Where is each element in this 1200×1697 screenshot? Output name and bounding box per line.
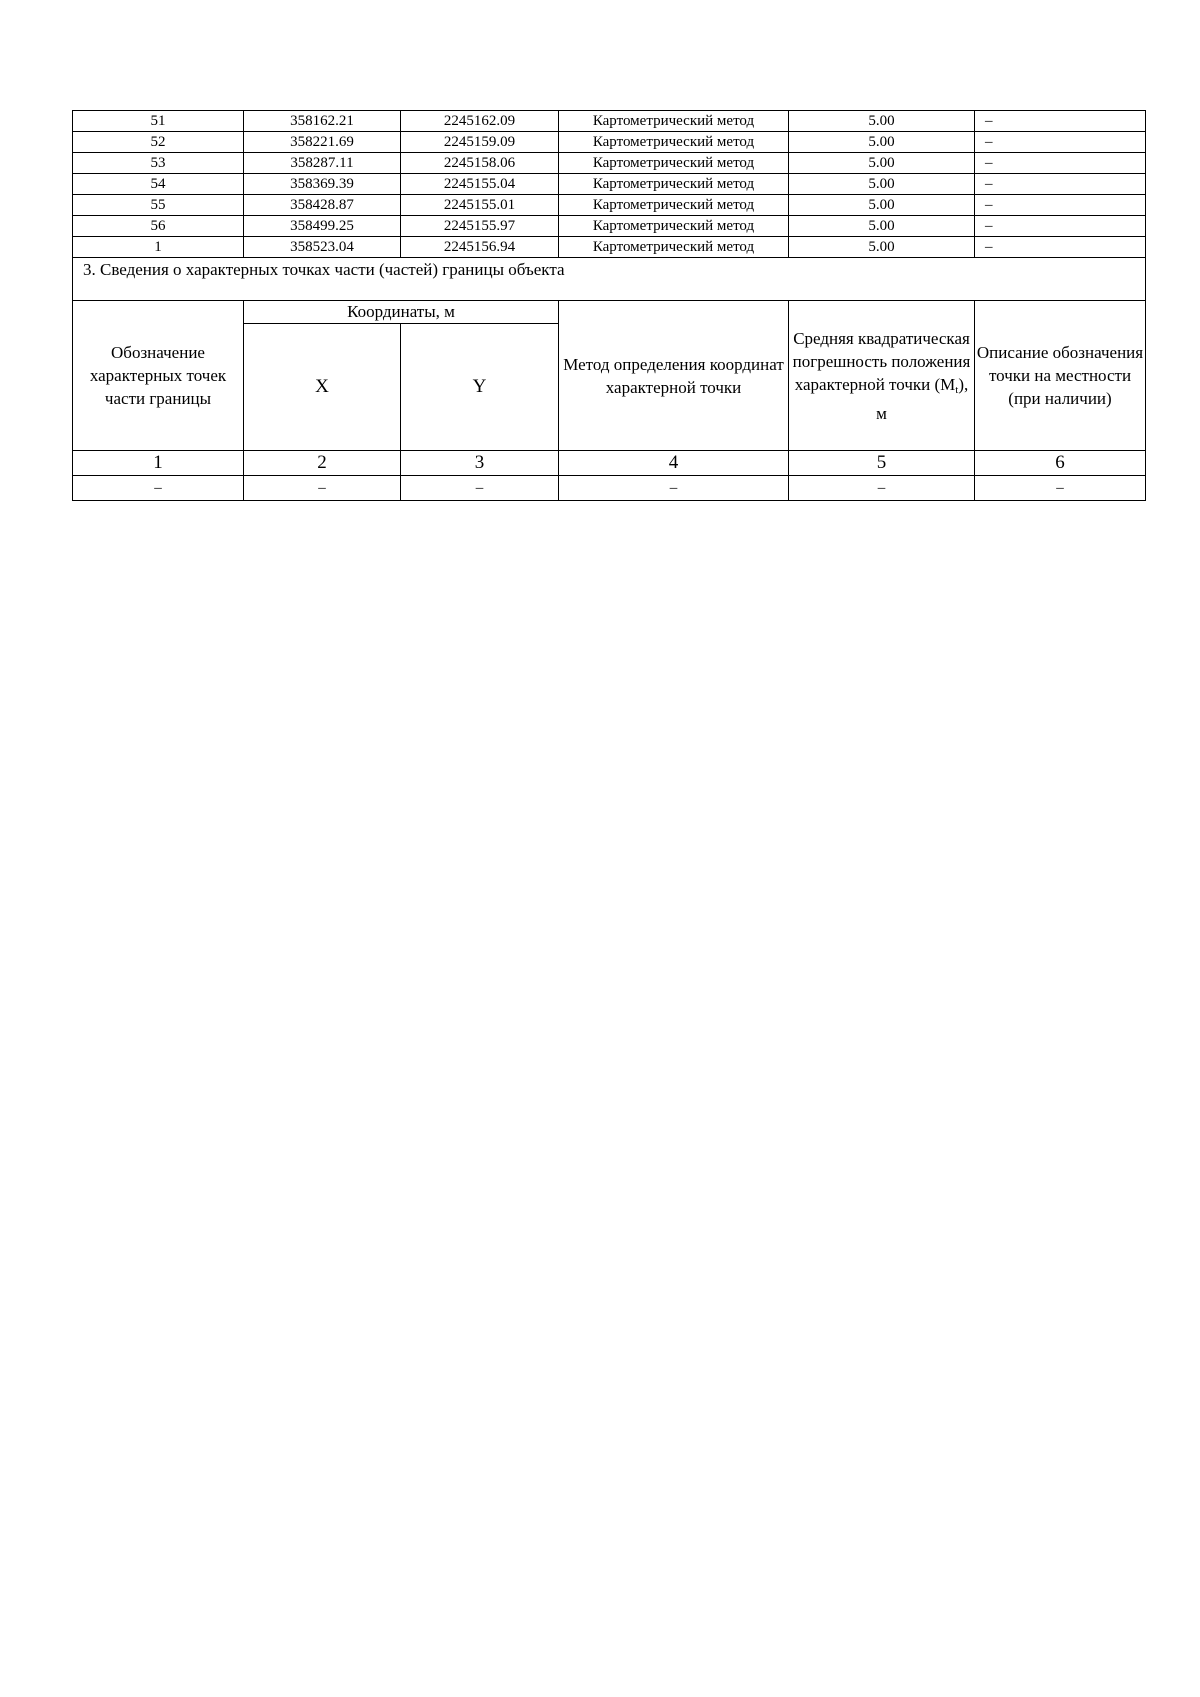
column-number: 3 [401,451,559,476]
header-accuracy-main: Средняя квадратическая погрешность положения характерной точки (M [792,328,971,394]
section-3-title: 3. Сведения о характерных точках части (частей) границы объекта [73,258,1146,301]
column-numbers-row [73,451,1146,476]
y-coordinate-cell: 2245159.09 [401,132,559,153]
column-number: 5 [789,451,975,476]
characteristic-points-table [72,110,1146,501]
points-table-body [73,111,1146,258]
section-3-body [73,258,1146,501]
x-coordinate-cell: 358162.21 [244,111,401,132]
empty-cell: – [789,476,975,501]
point-number-cell: 1 [73,237,244,258]
header-accuracy [789,301,975,451]
table-row [73,237,1146,258]
y-coordinate-cell: 2245156.94 [401,237,559,258]
x-coordinate-cell: 358428.87 [244,195,401,216]
accuracy-cell: 5.00 [789,174,975,195]
method-cell: Картометрический метод [559,174,789,195]
header-x: X [244,324,401,451]
table-row [73,216,1146,237]
header-accuracy-tail: ), м [876,374,969,423]
section-3-title-row [73,258,1146,301]
method-cell: Картометрический метод [559,237,789,258]
column-number: 1 [73,451,244,476]
method-cell: Картометрический метод [559,153,789,174]
y-coordinate-cell: 2245155.97 [401,216,559,237]
accuracy-cell: 5.00 [789,132,975,153]
header-description: Описание обозначения точки на местности (при наличии) [975,301,1146,451]
point-number-cell: 54 [73,174,244,195]
point-number-cell: 52 [73,132,244,153]
description-cell: – [975,216,1146,237]
accuracy-cell: 5.00 [789,195,975,216]
table-row [73,153,1146,174]
empty-cell: – [244,476,401,501]
section-3-header-row [73,301,1146,324]
header-method: Метод определения координат характерной точки [559,301,789,451]
column-number: 6 [975,451,1146,476]
column-number: 4 [559,451,789,476]
header-accuracy-subscript: t [955,383,959,396]
x-coordinate-cell: 358287.11 [244,153,401,174]
x-coordinate-cell: 358523.04 [244,237,401,258]
x-coordinate-cell: 358221.69 [244,132,401,153]
header-y: Y [401,324,559,451]
column-number: 2 [244,451,401,476]
header-coordinates: Координаты, м [244,301,559,324]
point-number-cell: 55 [73,195,244,216]
method-cell: Картометрический метод [559,216,789,237]
method-cell: Картометрический метод [559,132,789,153]
empty-cell: – [73,476,244,501]
accuracy-cell: 5.00 [789,216,975,237]
header-point-designation: Обозначение характерных точек части границы [73,301,244,451]
description-cell: – [975,195,1146,216]
y-coordinate-cell: 2245162.09 [401,111,559,132]
point-number-cell: 53 [73,153,244,174]
point-number-cell: 56 [73,216,244,237]
accuracy-cell: 5.00 [789,153,975,174]
method-cell: Картометрический метод [559,111,789,132]
table-row [73,132,1146,153]
empty-cell: – [975,476,1146,501]
description-cell: – [975,153,1146,174]
x-coordinate-cell: 358499.25 [244,216,401,237]
point-number-cell: 51 [73,111,244,132]
method-cell: Картометрический метод [559,195,789,216]
table-row [73,174,1146,195]
description-cell: – [975,111,1146,132]
accuracy-cell: 5.00 [789,237,975,258]
description-cell: – [975,237,1146,258]
empty-cell: – [401,476,559,501]
description-cell: – [975,174,1146,195]
y-coordinate-cell: 2245155.01 [401,195,559,216]
x-coordinate-cell: 358369.39 [244,174,401,195]
y-coordinate-cell: 2245155.04 [401,174,559,195]
table-row [73,195,1146,216]
empty-cell: – [559,476,789,501]
empty-data-row [73,476,1146,501]
accuracy-cell: 5.00 [789,111,975,132]
description-cell: – [975,132,1146,153]
y-coordinate-cell: 2245158.06 [401,153,559,174]
table-row [73,111,1146,132]
